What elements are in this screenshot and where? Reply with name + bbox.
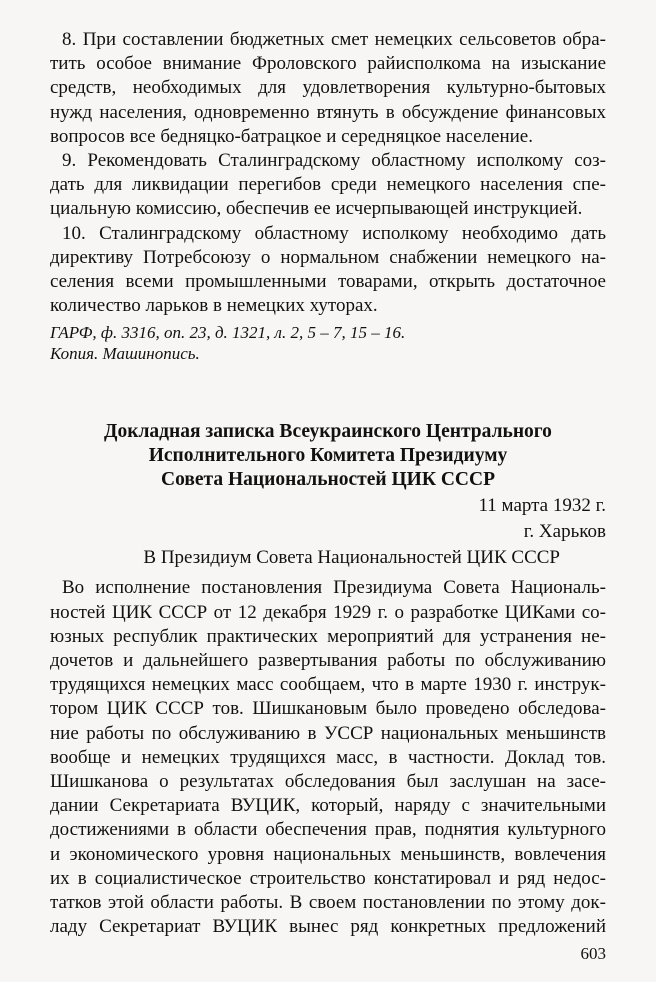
document-title-line: Докладная записка Всеукраинского Центрального xyxy=(104,421,552,443)
body-line: ние работы по обслуживанию в УССР национальных меньшинств xyxy=(50,722,606,744)
item-9-line: дать для ликвидации перегибов среди немецкого населения спе- xyxy=(50,174,606,196)
item-8-line: 8. При составлении бюджетных смет немецких сельсоветов обра- xyxy=(62,29,606,50)
body-line: и экономического уровня национальных меньшинств, вовлечения xyxy=(50,843,606,865)
body-line: дочетов и дальнейшего развертывания работы по обслуживанию xyxy=(50,650,606,672)
document-date: 11 марта 1932 г. xyxy=(478,495,606,517)
body-line: ностей ЦИК СССР от 12 декабря 1929 г. о разработке ЦИКами со- xyxy=(50,601,606,623)
item-9 xyxy=(50,149,606,222)
archive-copy-note: Копия. Машинопись. xyxy=(50,344,200,364)
archive-citation: ГАРФ, ф. 3316, оп. 23, д. 1321, л. 2, 5 – 7, 15 – 16. xyxy=(50,323,406,343)
item-10 xyxy=(50,222,606,319)
item-10-line: 10. Сталинградскому областному исполкому необходимо дать xyxy=(62,222,606,244)
item-8-line: средств, необходимых для удовлетворения культурно-бытовых xyxy=(50,77,606,99)
document-addressee: В Президиум Совета Национальностей ЦИК СССР xyxy=(143,547,560,569)
document-title-line: Исполнительного Комитета Президиуму xyxy=(148,445,508,467)
item-8 xyxy=(50,28,606,149)
item-9-line: циальную комиссию, обеспечив ее исчерпывающей инструкцией. xyxy=(50,198,583,220)
document-place: г. Харьков xyxy=(523,521,606,543)
document-title-line: Совета Национальностей ЦИК СССР xyxy=(160,469,495,491)
body-line: дании Секретариата ВУЦИК, который, наряду с значительными xyxy=(50,795,606,817)
body-line: достижениями в области обеспечения прав, поднятия культурного xyxy=(50,819,606,841)
body-line: ладу Секретариат ВУЦИК вынес ряд конкретных предложений xyxy=(50,916,606,938)
item-10-line: количество ларьков в немецких хуторах. xyxy=(50,295,378,317)
item-8-line: нужд населения, одновременно втянуть в обсуждение финансовых xyxy=(50,101,606,123)
body-line: тором ЦИК СССР тов. Шишкановым было проведено обследова- xyxy=(50,698,606,720)
document-body xyxy=(50,576,606,939)
item-8-line: тить особое внимание Фроловского райисполкома на изыскание xyxy=(50,53,606,75)
document-title xyxy=(50,420,606,492)
page-number: 603 xyxy=(580,944,606,963)
item-8-line: вопросов все бедняцко-батрацкое и середняцкое население. xyxy=(50,125,533,147)
item-9-line: 9. Рекомендовать Сталинградскому областному исполкому соз- xyxy=(62,150,606,172)
body-line: трудящихся немецких масс сообщаем, что в марте 1930 г. инструк- xyxy=(50,674,606,696)
body-line: Шишканова о результатах обследования был заслушан на засе- xyxy=(50,771,606,793)
body-line: Во исполнение постановления Президиума Совета Националь- xyxy=(62,577,606,599)
item-10-line: селения всеми промышленными товарами, открыть достаточное xyxy=(50,271,606,293)
item-10-line: директиву Потребсоюзу о нормальном снабжении немецкого на- xyxy=(50,246,606,268)
body-line: их в социалистическое строительство констатировал и ряд недос- xyxy=(50,867,606,889)
body-line: татков этой области работы. В своем постановлении по этому док- xyxy=(50,892,606,914)
body-line: юзных республик практических мероприятий для устранения не- xyxy=(50,625,606,647)
archive-reference xyxy=(50,322,606,364)
body-line: вообще и немецких трудящихся масс, в частности. Доклад тов. xyxy=(50,746,606,768)
